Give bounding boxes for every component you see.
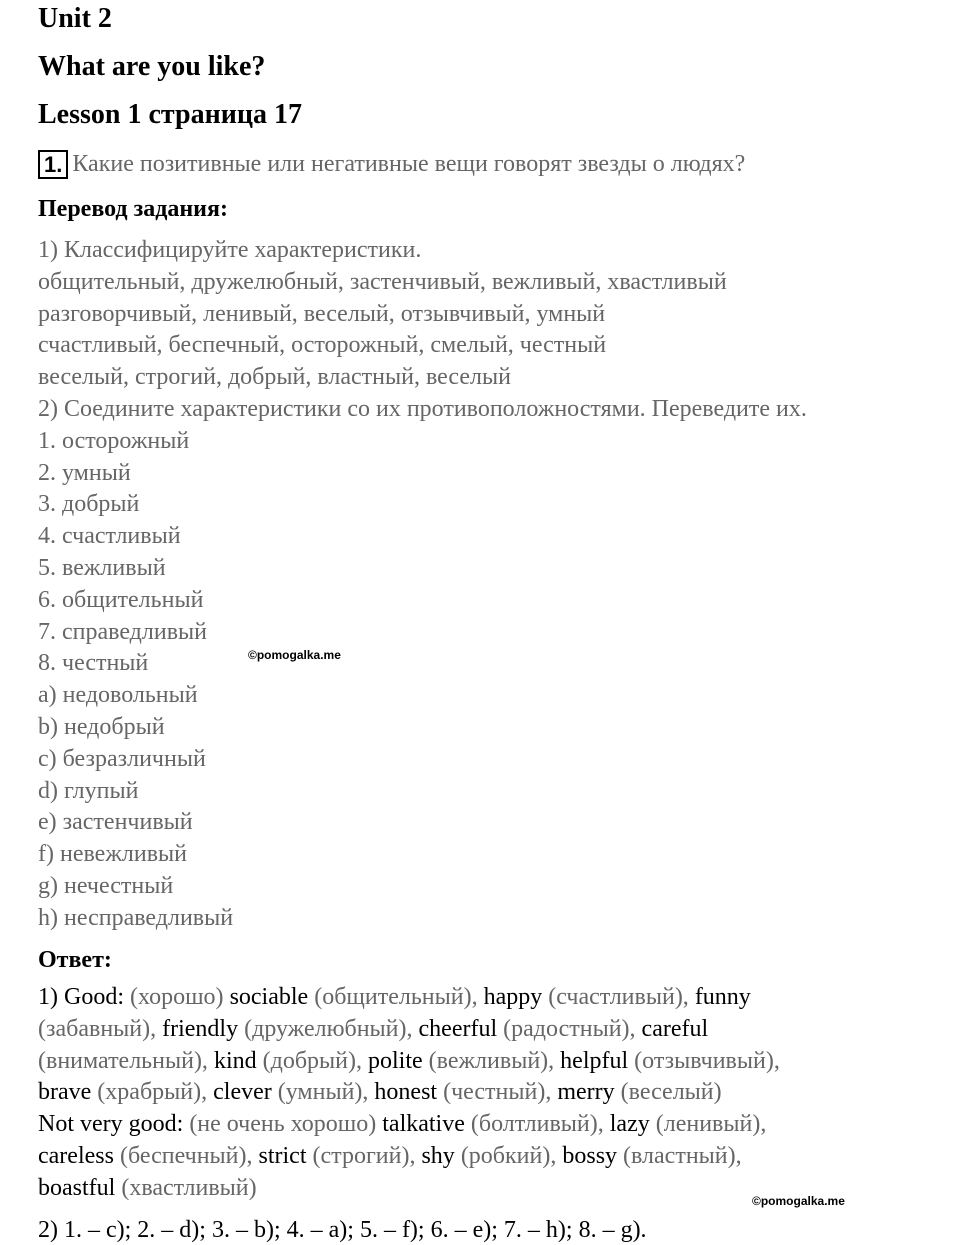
answer-word: strict	[258, 1142, 313, 1169]
answer-line	[38, 1046, 780, 1078]
answer-translation: (властный),	[623, 1142, 742, 1169]
watermark-bottom: ©pomogalka.me	[752, 1194, 845, 1208]
answer-translation: (веселый)	[620, 1079, 722, 1106]
answer-translation: (ленивый),	[655, 1111, 767, 1138]
translation-line: 3. добрый	[38, 491, 140, 518]
translation-line: 2) Соедините характеристики со их противоположностями. Переведите их.	[38, 395, 807, 422]
answer-translation: (робкий),	[460, 1142, 563, 1169]
translation-line: 1) Классифицируйте характеристики.	[38, 237, 422, 263]
answer-translation: (внимательный),	[38, 1047, 214, 1074]
task-number-badge: 1.	[38, 150, 68, 179]
answer-line	[38, 1109, 780, 1141]
answer-word: brave	[38, 1079, 98, 1106]
answer-word: careful	[641, 1015, 709, 1042]
translation-line: 8. честный	[38, 650, 149, 677]
answer-translation: (храбрый),	[97, 1079, 214, 1106]
answer-word: Not very good:	[38, 1111, 190, 1138]
answer-word: 1) Good:	[38, 984, 130, 1010]
answer-word: merry	[557, 1079, 621, 1106]
translation-line: 7. справедливый	[38, 618, 208, 645]
translation-line: d) глупый	[38, 777, 139, 804]
answer-translation: (радостный),	[503, 1015, 642, 1042]
lesson-heading: Lesson 1 страница 17	[38, 99, 302, 130]
answer-word: kind	[213, 1047, 263, 1074]
answer-word: happy	[483, 984, 549, 1010]
answer-translation: (болтливый),	[470, 1111, 610, 1138]
answer-word: polite	[367, 1047, 429, 1074]
answer-word: clever	[213, 1079, 278, 1106]
answer-translation: (вежливый),	[428, 1047, 561, 1074]
answer-translation: (честный),	[443, 1079, 558, 1106]
answer-text	[38, 982, 780, 1205]
translation-line: 1. осторожный	[38, 427, 190, 454]
answer-translation: (общительный),	[314, 984, 484, 1010]
answer-word: boastful	[38, 1174, 122, 1201]
answer-word: lazy	[609, 1111, 656, 1138]
answer-translation: (строгий),	[312, 1142, 422, 1169]
translation-text	[38, 235, 807, 935]
answer-word: honest	[374, 1079, 444, 1106]
translation-line: c) безразличный	[38, 745, 206, 772]
answer-line	[38, 1173, 780, 1205]
answer-word: careless	[38, 1142, 120, 1169]
watermark-top: ©pomogalka.me	[248, 648, 341, 662]
translation-line: b) недобрый	[38, 713, 165, 740]
translation-line: 5. вежливый	[38, 554, 166, 581]
answer-line	[38, 1141, 780, 1173]
answer-translation: (хвастливый)	[121, 1174, 257, 1201]
answer-translation: (счастливый),	[548, 984, 695, 1010]
answer-word: shy	[421, 1142, 461, 1169]
translation-line: разговорчивый, ленивый, веселый, отзывчивый, умный	[38, 300, 606, 327]
task-line	[38, 148, 745, 180]
translation-line: 4. счастливый	[38, 523, 181, 550]
answer-word: talkative	[382, 1111, 471, 1138]
translation-line: g) нечестный	[38, 872, 174, 899]
answer-word: funny	[694, 984, 751, 1010]
translation-line: h) несправедливый	[38, 904, 234, 931]
answer-translation: (хорошо)	[130, 984, 230, 1010]
unit-heading: Unit 2	[38, 3, 112, 34]
answer-translation: (не очень хорошо)	[189, 1111, 383, 1138]
task-text: Какие позитивные или негативные вещи говорят звезды о людях?	[72, 150, 746, 177]
answer-word: cheerful	[418, 1015, 504, 1042]
answer-word: helpful	[560, 1047, 635, 1074]
translation-line: 2. умный	[38, 459, 131, 486]
translation-heading: Перевод задания:	[38, 196, 228, 222]
translation-line: e) застенчивый	[38, 809, 193, 836]
answer-translation: (умный),	[277, 1079, 375, 1106]
answer-matching: 2) 1. – c); 2. – d); 3. – b); 4. – a); 5. – f); 6. – e); 7. – h); 8. – g).	[38, 1217, 647, 1243]
translation-line: 6. общительный	[38, 586, 204, 613]
answer-translation: (добрый),	[262, 1047, 368, 1074]
answer-translation: (дружелюбный),	[244, 1015, 419, 1042]
answer-word: sociable	[229, 984, 315, 1010]
answer-line	[38, 1014, 780, 1046]
answer-translation: (забавный),	[38, 1015, 163, 1042]
answer-line	[38, 982, 780, 1014]
answer-translation: (беспечный),	[119, 1142, 259, 1169]
translation-line: веселый, строгий, добрый, властный, веселый	[38, 364, 511, 391]
answer-word: friendly	[162, 1015, 245, 1042]
translation-line: счастливый, беспечный, осторожный, смелый, честный	[38, 332, 607, 359]
answer-line	[38, 1077, 780, 1109]
answer-translation: (отзывчивый),	[634, 1047, 780, 1074]
translation-line: f) невежливый	[38, 841, 188, 868]
translation-line: a) недовольный	[38, 682, 198, 709]
answer-heading: Ответ:	[38, 947, 112, 973]
answer-word: bossy	[562, 1142, 624, 1169]
page-title: What are you like?	[38, 51, 266, 82]
translation-line: общительный, дружелюбный, застенчивый, вежливый, хвастливый	[38, 268, 727, 295]
